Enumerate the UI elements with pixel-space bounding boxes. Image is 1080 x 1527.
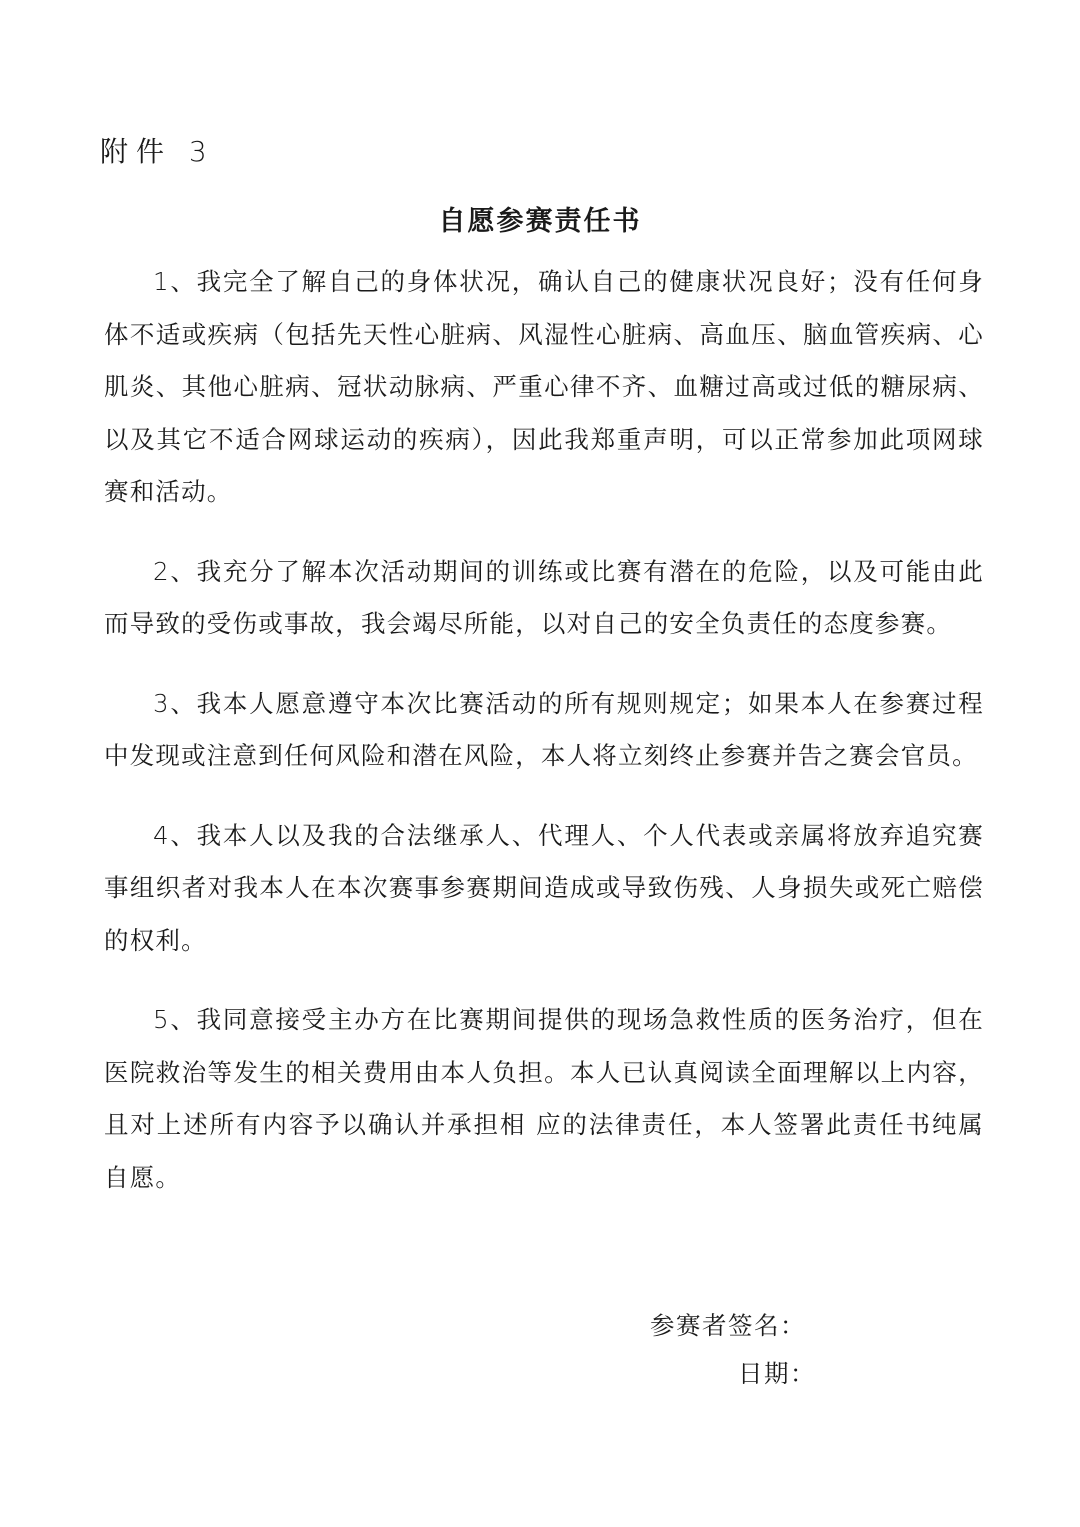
paragraph-2: 2、我充分了解本次活动期间的训练或比赛有潜在的危险，以及可能由此而导致的受伤或事故，我会竭尽所能，以对自己的安全负责任的态度参赛。 — [104, 556, 984, 638]
signature-block — [650, 1302, 816, 1398]
paragraph-3: 3、我本人愿意遵守本次比赛活动的所有规则规定；如果本人在参赛过程中发现或注意到任何风险和潜在风险，本人将立刻终止参赛并告之赛会官员。 — [104, 688, 984, 770]
signature-label: 参赛者签名： — [650, 1311, 806, 1340]
date-label: 日期： — [738, 1359, 816, 1388]
paragraph-1: 1、我完全了解自己的身体状况，确认自己的健康状况良好；没有任何身体不适或疾病（包括先天性心脏病、风湿性心脏病、高血压、脑血管疾病、心肌炎、其他心脏病、冠状动脉病、严重心律不齐、血糖过高或过低的糖尿病、以及其它不适合网球运动的疾病），因此我郑重声明，可以正常参加此项网球赛和活动。 — [104, 267, 984, 506]
attachment-label: 附件 3 — [100, 135, 215, 168]
document-body — [104, 256, 984, 1231]
paragraph-5: 5、我同意接受主办方在比赛期间提供的现场急救性质的医务治疗，但在医院救治等发生的相关费用由本人负担。本人已认真阅读全面理解以上内容，且对上述所有内容予以确认并承担相 应的法律责任，本人签署此责任书纯属自愿。 — [104, 1005, 984, 1192]
document-title: 自愿参赛责任书 — [438, 206, 642, 237]
paragraph-4: 4、我本人以及我的合法继承人、代理人、个人代表或亲属将放弃追究赛事组织者对我本人在本次赛事参赛期间造成或导致伤残、人身损失或死亡赔偿的权利。 — [104, 820, 984, 955]
